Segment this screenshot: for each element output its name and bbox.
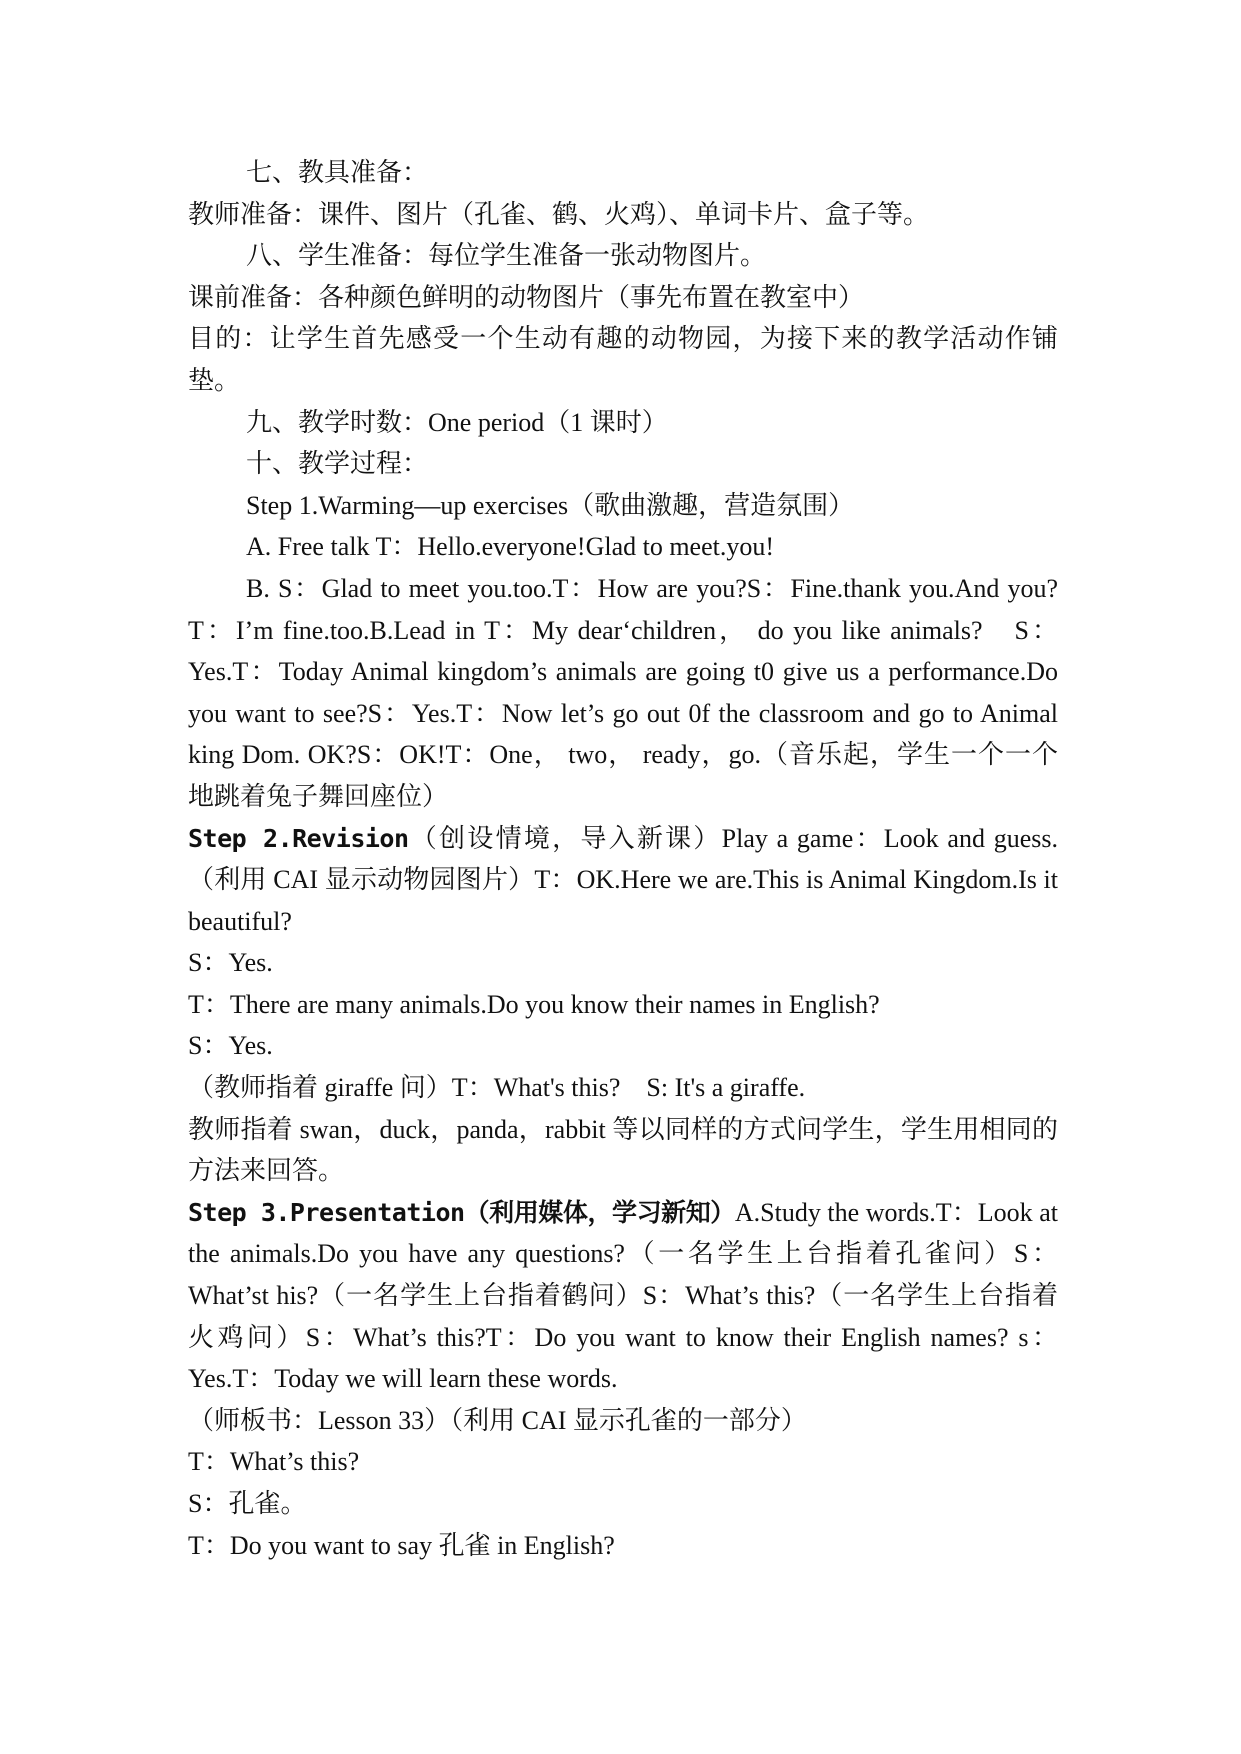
section-teaching-process-heading: 十、教学过程： (246, 449, 429, 479)
teacher-instruction-paragraph: 教师指着 swan，duck，panda，rabbit 等以同样的方式问学生，学生用相同的方法来回答。 (188, 1114, 1058, 1186)
dialogue-line: T：What’s this? (188, 1447, 360, 1477)
section-student-preparation: 八、学生准备：每位学生准备一张动物图片。 (246, 241, 767, 271)
section-teaching-aids-heading: 七、教具准备： (246, 158, 429, 187)
dialogue-line: S：Yes. (188, 948, 273, 978)
dialogue-line: S：Yes. (188, 1031, 273, 1061)
blackboard-note: （师板书：Lesson 33）（利用 CAI 显示孔雀的一部分） (188, 1405, 807, 1435)
step1-heading: Step 1.Warming—up exercises（歌曲激趣，营造氛围） (246, 490, 855, 520)
step2-text: （创设情境，导入新课）Play a game：Look and guess.（利用 CAI 显示动物园图片）T：OK.Here we are.This is Animal Kingdom.Is it beautiful? (188, 823, 1058, 936)
pre-class-preparation: 课前准备：各种颜色鲜明的动物图片（事先布置在教室中） (188, 282, 865, 312)
dialogue-line: S：孔雀。 (188, 1489, 307, 1518)
section-teaching-hours: 九、教学时数：One period（1 课时） (246, 407, 668, 437)
step3-paragraph (188, 1192, 1058, 1400)
free-talk-line: A. Free talk T：Hello.everyone!Glad to meet.you! (246, 532, 775, 562)
dialogue-line: T：There are many animals.Do you know their names in English? (188, 989, 880, 1019)
step2-heading: Step 2.Revision (188, 823, 409, 853)
lesson-plan-body (188, 152, 1058, 1566)
step2-paragraph (188, 818, 1058, 943)
dialogue-paragraph-b: B. S：Glad to meet you.too.T：How are you?S：Fine.thank you.And you?T：I’m fine.too.B.Lead in T：My dear‘children， do you like animals? S：Yes.T：Today Animal kingdom’s animals are going t0 give us a performance.Do you want to see?S：Yes.T：Now let’s go out 0f the classroom and go to Animal king Dom. OK?S：OK!T：One， two， ready，go.（音乐起，学生一个一个地跳着兔子舞回座位） (188, 573, 1058, 811)
teacher-preparation: 教师准备：课件、图片（孔雀、鹤、火鸡）、单词卡片、盒子等。 (188, 199, 930, 229)
dialogue-line: T：Do you want to say 孔雀 in English? (188, 1530, 615, 1560)
dialogue-line: （教师指着 giraffe 问）T：What's this? S: It's a giraffe. (188, 1073, 806, 1103)
step3-text: A.Study the words.T：Look at the animals.Do you have any questions?（一名学生上台指着孔雀问）S：What’st his?（一名学生上台指着鹤问）S：What’s this?（一名学生上台指着火鸡问）S：What’s this?T：Do you want to know their English names? s：Yes.T：Today we will learn these words. (188, 1197, 1058, 1394)
step3-heading: Step 3.Presentation（利用媒体，学习新知） (188, 1197, 735, 1227)
purpose-paragraph: 目的：让学生首先感受一个生动有趣的动物园，为接下来的教学活动作铺垫。 (188, 324, 1058, 395)
